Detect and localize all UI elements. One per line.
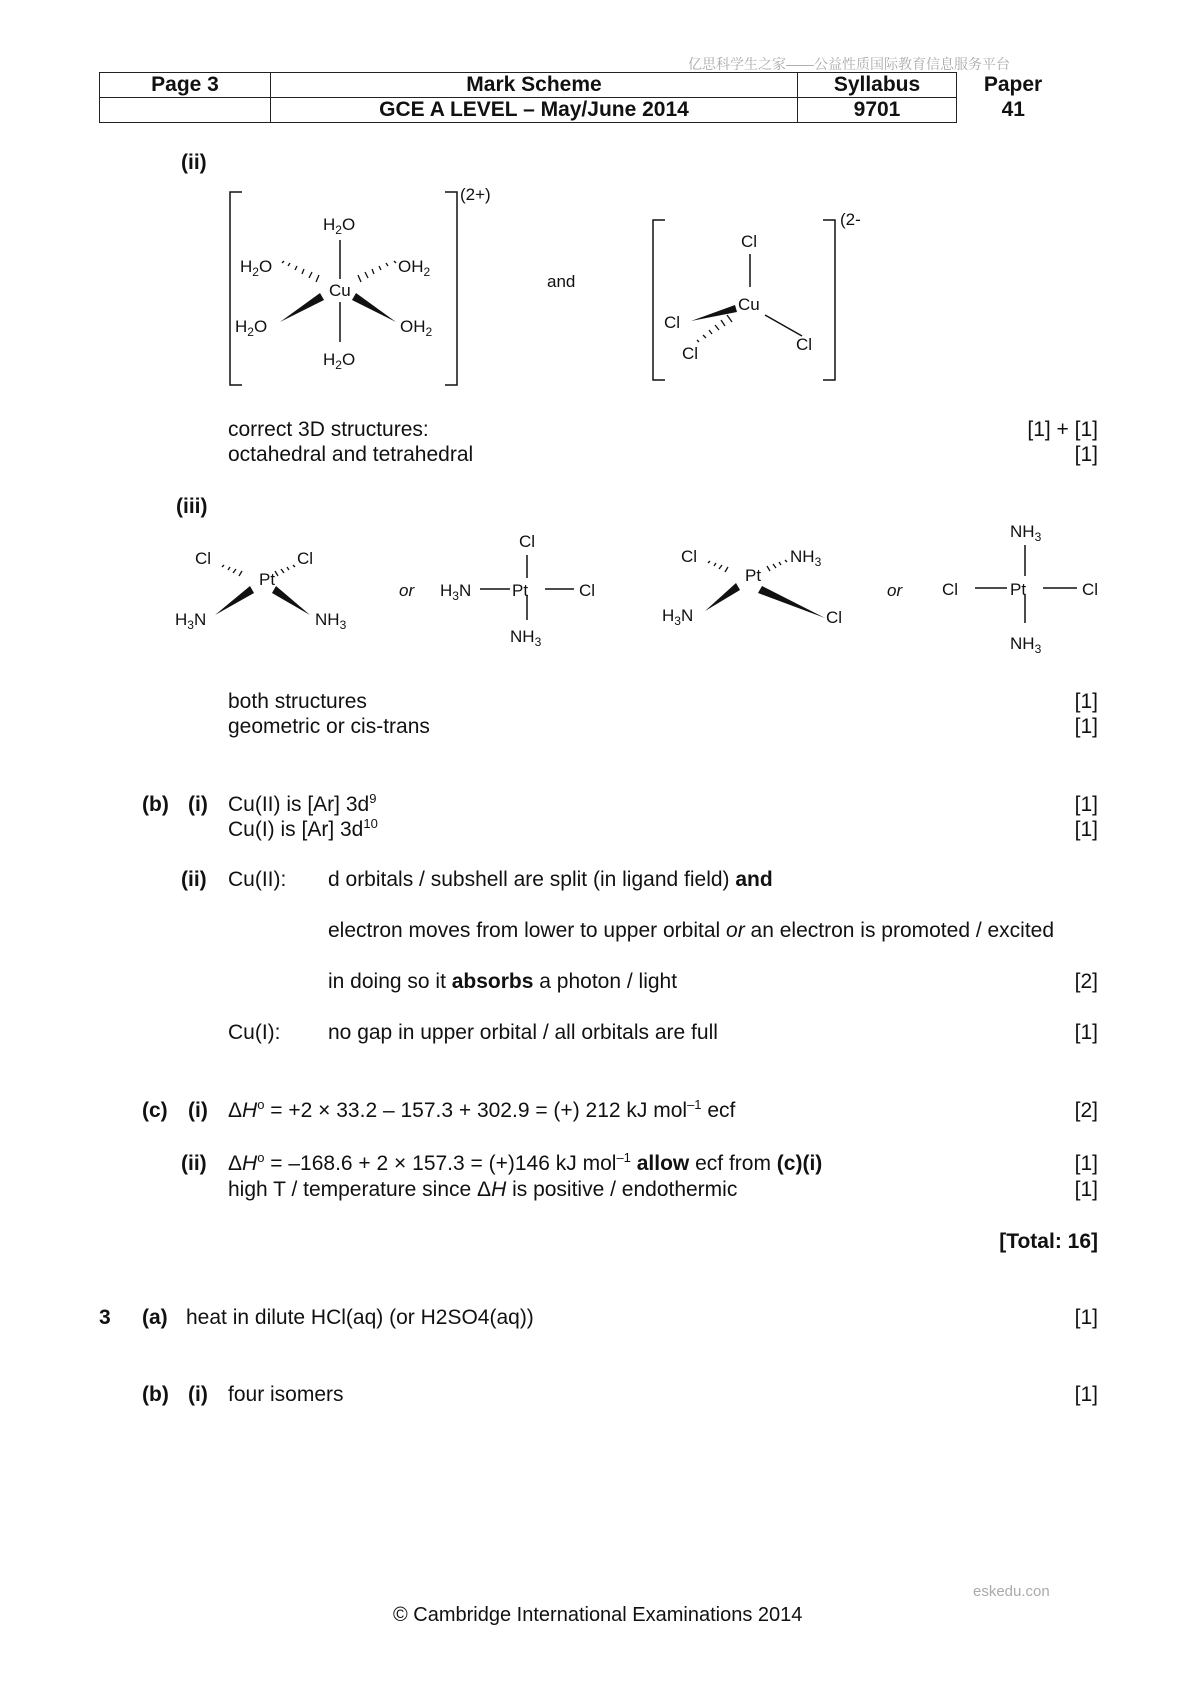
label-q3-b-i: (i) xyxy=(188,1383,208,1406)
iii-mark1: [1] xyxy=(1074,690,1098,713)
tet-center: Cu xyxy=(738,295,760,314)
svg-text:Pt: Pt xyxy=(259,570,276,589)
ii-mark2: [1] xyxy=(1074,443,1098,466)
svg-text:H3N: $H_3N$ xyxy=(440,581,472,603)
label-c-i: (i) xyxy=(188,1099,208,1122)
header-exam: GCE A LEVEL – May/June 2014 xyxy=(271,98,798,123)
q3-number: 3 xyxy=(99,1306,111,1329)
wedge-bond xyxy=(272,586,310,615)
b-i-line2: Cu(I) is [Ar] $3d^{10}$ xyxy=(228,816,378,841)
svg-text:Cl: Cl xyxy=(681,547,698,566)
charge-2minus: (2- xyxy=(840,210,861,229)
and-word: and xyxy=(547,272,576,291)
c-ii-mark1: [1] xyxy=(1074,1152,1098,1175)
c-ii-line2: high T / temperature since ΔH is positive / endothermic xyxy=(228,1178,738,1201)
svg-text:Pt: Pt xyxy=(512,581,529,600)
label-q3-a: (a) xyxy=(142,1306,168,1329)
iii-line2: geometric or cis-trans xyxy=(228,715,430,738)
or-1: or xyxy=(399,581,415,600)
svg-text:Cl: Cl xyxy=(942,580,959,599)
label-b-i: (i) xyxy=(188,793,208,816)
header-paper: 41 xyxy=(1001,98,1025,121)
platinum-isomers xyxy=(170,515,1100,665)
total: [Total: 16] xyxy=(999,1230,1098,1253)
b-i-mark1: [1] xyxy=(1074,793,1098,816)
ii-line2: octahedral and tetrahedral xyxy=(228,443,474,466)
label-q3-b: (b) xyxy=(142,1383,169,1406)
iii-mark2: [1] xyxy=(1074,715,1098,738)
c-ii-mark2: [1] xyxy=(1074,1178,1098,1201)
wedge-bond xyxy=(280,293,324,322)
label-b-ii: (ii) xyxy=(181,868,207,891)
ii-line1: correct 3D structures: xyxy=(228,418,429,441)
oct-lr: $OH_2$ xyxy=(400,317,433,339)
tet-left: Cl xyxy=(664,313,681,332)
b-ii-line4: no gap in upper orbital / all orbitals are full xyxy=(328,1021,718,1044)
oct-bottom: $H_2O$ xyxy=(323,350,356,372)
header-blank xyxy=(100,98,271,123)
q3-a-text: heat in dilute HCl(aq) (or H2SO4(aq)) xyxy=(186,1306,534,1329)
wedge-bond xyxy=(352,293,396,322)
watermark-bottom: eskedu.con xyxy=(973,1583,1050,1600)
header-table xyxy=(99,72,1070,123)
b-ii-line2: electron moves from lower to upper orbital or an electron is promoted / excited xyxy=(328,919,1055,942)
header-syllabus-label: Syllabus xyxy=(798,73,957,98)
header-syllabus: 9701 xyxy=(798,98,957,123)
oct-ll: $H_2O$ xyxy=(235,317,268,339)
oct-ul: $H_2O$ xyxy=(240,257,273,279)
iii-line1: both structures xyxy=(228,690,367,713)
cu1-label: Cu(I): xyxy=(228,1021,281,1044)
c-ii-line1: $\Delta H^o = -168.6 + 2 \times 157.3 = (+)146$ kJ mol$^{-1}$ allow ecf from (c)(i) xyxy=(228,1150,823,1175)
c-i-line: $\Delta H^o = +2 \times 33.2 - 157.3 + 302.9$ = (+) 212 kJ mol$^{-1}$ ecf xyxy=(228,1097,736,1122)
svg-text:Cl: Cl xyxy=(519,532,536,551)
label-b: (b) xyxy=(142,793,169,816)
oct-ur: $OH_2$ xyxy=(398,257,431,279)
wedge-bond xyxy=(705,583,740,611)
q3-a-mark: [1] xyxy=(1074,1306,1098,1329)
watermark-top: 亿思科学生之家——公益性质国际教育信息服务平台 xyxy=(688,56,1010,72)
cu2-label: Cu(II): xyxy=(228,868,287,891)
label-c-ii: (ii) xyxy=(181,1152,207,1175)
b-i-mark2: [1] xyxy=(1074,818,1098,841)
oct-center: Cu xyxy=(329,281,351,300)
charge-2plus: (2+) xyxy=(460,185,491,204)
svg-text:NH3: $NH_3$ xyxy=(315,610,347,632)
svg-text:Cl: Cl xyxy=(195,549,212,568)
tet-top: Cl xyxy=(741,232,758,251)
label-c: (c) xyxy=(142,1099,168,1122)
wedge-bond xyxy=(758,586,825,618)
svg-text:Cl: Cl xyxy=(297,549,314,568)
svg-text:H3N: $H_3N$ xyxy=(662,606,694,628)
svg-text:Pt: Pt xyxy=(1010,580,1027,599)
svg-text:H3N: $H_3N$ xyxy=(175,610,207,632)
b-ii-line3: in doing so it absorbs a photon / light xyxy=(328,970,678,993)
oct-top: $H_2O$ xyxy=(323,215,356,237)
b-i-line1: Cu(II) is [Ar] $3d^9$ xyxy=(228,791,377,816)
q3-b-i-text: four isomers xyxy=(228,1383,344,1406)
svg-text:Pt: Pt xyxy=(745,566,762,585)
tet-dleft: Cl xyxy=(682,344,699,363)
ii-mark1: [1] + [1] xyxy=(1027,418,1098,441)
q3-b-i-mark: [1] xyxy=(1074,1383,1098,1406)
svg-text:NH3: $NH_3$ xyxy=(510,627,542,649)
svg-text:Cl: Cl xyxy=(1082,580,1099,599)
b-ii-mark2: [1] xyxy=(1074,1021,1098,1044)
svg-text:Cl: Cl xyxy=(579,581,596,600)
svg-text:NH3: $NH_3$ xyxy=(1010,634,1042,656)
c-i-mark: [2] xyxy=(1074,1099,1098,1122)
complex-structures xyxy=(220,180,900,390)
label-ii: (ii) xyxy=(181,151,207,174)
or-2: or xyxy=(887,581,903,600)
tet-right: Cl xyxy=(796,335,813,354)
label-iii: (iii) xyxy=(176,495,208,518)
header-page: Page 3 xyxy=(100,73,271,98)
header-paper-label: Paper xyxy=(983,73,1043,96)
header-title: Mark Scheme xyxy=(271,73,798,98)
b-ii-line1: d orbitals / subshell are split (in ligand field) and xyxy=(328,868,773,891)
svg-text:NH3: $NH_3$ xyxy=(790,547,822,569)
wedge-bond xyxy=(215,586,254,615)
svg-text:Cl: Cl xyxy=(826,608,843,627)
svg-text:NH3: $NH_3$ xyxy=(1010,522,1042,544)
footer: © Cambridge International Examinations 2014 xyxy=(393,1604,803,1626)
b-ii-mark1: [2] xyxy=(1074,970,1098,993)
